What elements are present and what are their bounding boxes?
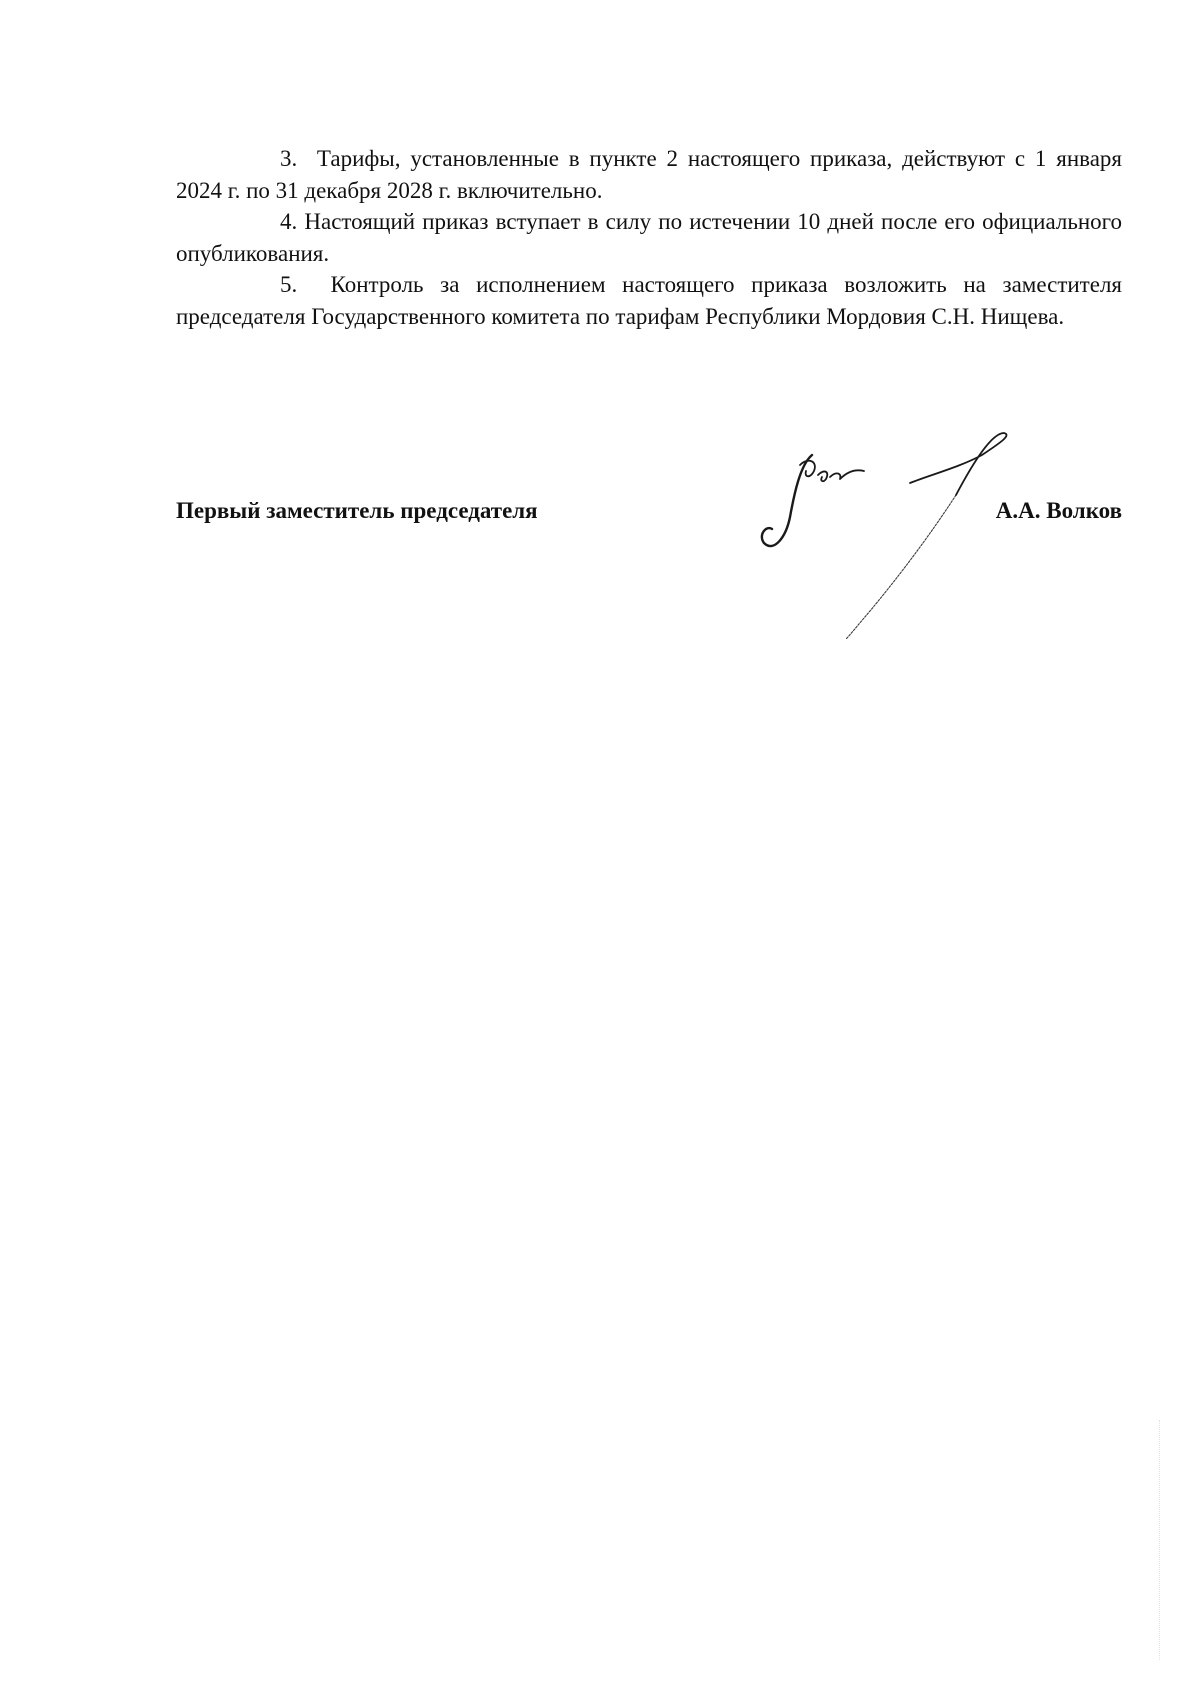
- paragraph-number: 4.: [280, 209, 298, 234]
- paragraph-number: 3.: [280, 146, 298, 171]
- paragraph-text: Настоящий приказ вступает в силу по истечении 10 дней после его официального опубликования.: [176, 209, 1122, 266]
- handwritten-signature: [760, 425, 1080, 645]
- paragraph-text: Контроль за исполнением настоящего приказа возложить на заместителя председателя Государственного комитета по тарифам Республики Мордовия С.Н. Нищева.: [176, 272, 1122, 329]
- paragraph-number: 5.: [280, 272, 298, 297]
- scan-edge-artifact: [1153, 1420, 1160, 1660]
- paragraph-3: [176, 143, 1122, 206]
- paragraph-5: [176, 269, 1122, 332]
- document-body: [176, 143, 1122, 332]
- paragraph-text: Тарифы, установленные в пункте 2 настоящего приказа, действуют с 1 января 2024 г. по 31 декабря 2028 г. включительно.: [176, 146, 1122, 203]
- signatory-position: Первый заместитель председателя: [176, 498, 538, 523]
- signatory-name: А.А. Волков: [995, 498, 1122, 523]
- paragraph-4: [176, 206, 1122, 269]
